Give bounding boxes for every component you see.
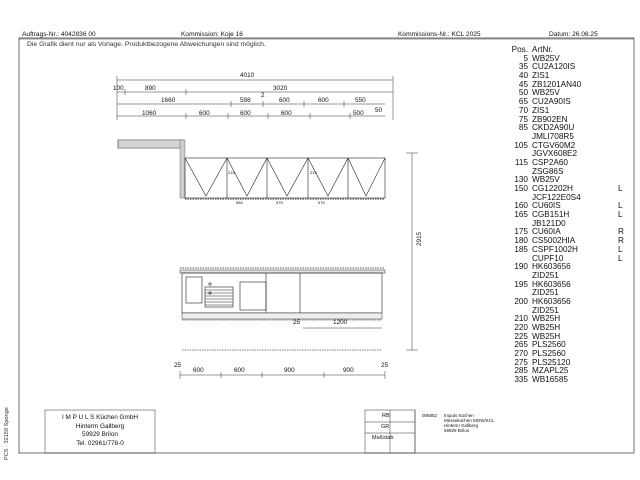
dim-wall-c: 575 [276,200,283,205]
part-art: WB25V [532,175,560,185]
part-side: L [618,210,623,220]
dim-row2-c: 600 [279,97,290,104]
part-pos: 270 [514,349,528,359]
part-art: PLS2560 [532,349,566,359]
part-pos: 200 [514,296,528,306]
company-city: 59929 Brilon [82,431,118,438]
table-row [500,246,630,255]
part-art: CG12202H [532,184,573,193]
label-rb: RB [382,413,390,419]
ref-line2: Messeküchen MOW/KCL [444,418,495,423]
part-art: HK603656 [532,262,571,272]
part-art: JB121D0 [532,218,566,228]
part-art: ZSG86S [532,166,564,176]
dim-row2-a: 1660 [161,97,176,104]
part-art: JMLI708R5 [532,131,574,141]
part-pos: 70 [518,105,528,115]
dim-wall-e: 575 [318,200,325,205]
dim-bottom-d: 900 [284,367,295,374]
order-number: Auftrags-Nr.: 4042836 00 [22,31,96,38]
dim-bottom-b: 600 [193,367,204,374]
part-pos: 275 [514,357,528,367]
part-art: CU2A90IS [532,97,571,107]
dim-row1-d: 50 [375,107,383,114]
dim-row2-b: 598 [240,97,251,104]
part-art: CS5002HIA [532,236,576,246]
part-pos: 190 [514,262,528,272]
ref-address [444,413,495,433]
part-pos: 220 [514,323,528,332]
part-pos: 175 [514,227,528,237]
table-row [500,376,630,385]
parts-list-header [500,46,630,55]
dim-row1-a: 100 [113,85,124,92]
part-pos: 185 [514,244,528,254]
part-art: MZAPL25 [532,366,569,376]
part-art: CU60IS [532,201,561,211]
dim-row1-b: 890 [145,85,156,92]
part-art: CGB151H [532,210,570,220]
part-art: PLS2560 [532,340,566,350]
part-art: JCF122E0S4 [532,192,581,202]
art-header: ArtNr. [532,45,553,54]
disclaimer-note: Die Grafik dient nur als Vorlage. Produktbezogene Abweichungen sind möglich. [27,41,266,48]
part-pos: 180 [514,236,528,246]
side-label: PCS · 32159 Sponge [4,407,10,460]
part-art: HK603656 [532,296,571,306]
part-pos: 45 [518,79,528,89]
label-gr: GR [381,424,390,430]
part-pos: 210 [514,314,528,324]
part-pos: 225 [514,331,528,341]
part-art: CU2A120IS [532,62,576,72]
part-pos: 285 [514,366,528,376]
part-pos: 130 [514,175,528,185]
part-art: WB25V [532,53,560,63]
part-side: L [618,244,623,254]
part-pos: 165 [514,210,528,220]
part-art: HK603656 [532,279,571,289]
table-row [500,263,630,272]
part-pos: 65 [518,97,528,107]
part-art: WB16585 [532,375,568,385]
dim-row2-d: 600 [318,97,329,104]
part-art: WB25V [532,88,560,98]
company-street: Hinterm Gallberg [75,422,125,430]
dim-wall-d: 215 [310,170,317,175]
dim-bottom-a: 25 [174,362,182,369]
dim-row2-small: 2 [261,92,265,99]
part-art: ZB902EN [532,114,568,124]
dim-row3-d: 600 [281,110,292,117]
part-pos: 265 [514,340,528,350]
table-row [500,298,630,307]
dim-row1-c: 3020 [273,85,288,92]
ref-line4: 59929 Brilon [444,428,470,433]
dim-height: 2915 [416,231,423,246]
company-phone: Tel. 02961/778-0 [76,439,124,447]
pos-header: Pos. [511,45,528,54]
part-pos: 160 [514,201,528,211]
dim-row3-b: 600 [199,110,210,117]
part-side: R [618,236,624,246]
part-art: CTGV60M2 [532,140,576,150]
part-art: JGVX608E2 [532,149,578,159]
part-pos: 115 [514,157,528,167]
dim-total-width: 4010 [240,72,255,79]
dim-row3-a: 1060 [142,110,157,117]
part-side: R [618,227,624,237]
dim-bottom-c: 600 [234,367,245,374]
part-pos: 195 [514,279,528,289]
dim-bottom-f: 25 [381,362,389,369]
commission: Kommission: Koje 16 [181,31,243,38]
dim-counter-offset: 25 [293,319,301,326]
part-pos: 40 [518,71,528,81]
part-art: ZID251 [532,305,559,315]
part-art: CKD2A90U [532,123,575,133]
dim-row3-c: 600 [240,110,251,117]
date: Datum: 26.08.25 [549,31,598,38]
part-art: ZID251 [532,270,559,280]
part-pos: 335 [514,375,528,385]
part-art: CUPF10 [532,253,564,263]
parts-list [500,46,630,385]
part-art: WB25H [532,323,561,332]
part-pos: 150 [514,184,528,193]
part-side: L [618,253,623,263]
part-art: CU60IA [532,227,561,237]
part-pos: 85 [518,123,528,133]
part-art: ZID251 [532,288,559,298]
dim-wall-b: 565 [236,200,243,205]
part-art: ZIS1 [532,71,550,81]
label-scale: Maßstab [372,435,394,441]
ref-name: Impuls Küchen [444,413,474,418]
part-art: ZIS1 [532,105,550,115]
company-name: I M P U L S Küchen GmbH [61,414,138,421]
part-art: WB25H [532,314,561,324]
part-pos: 5 [523,53,528,63]
table-row [500,159,630,168]
part-art: ZB1201AN40 [532,79,582,89]
dim-counter-length: 1200 [333,319,348,326]
ref-line3: Hinterm Gallberg [444,423,479,428]
part-side: L [618,201,623,211]
part-side: L [618,184,623,193]
part-art: CSP2A60 [532,157,568,167]
ref-number: 006852 [422,413,438,418]
part-art: WB25H [532,331,561,341]
part-pos: 50 [518,88,528,98]
part-pos: 105 [514,140,528,150]
part-pos: 75 [518,114,528,124]
commission-number: Kommissions-Nr.: KCL 2025 [398,31,481,38]
dim-wall-a: 215 [228,170,235,175]
part-art: CSPF1002H [532,244,578,254]
dim-bottom-e: 900 [343,367,354,374]
company-block [47,414,153,448]
part-art: PLS25120 [532,357,571,367]
table-row [500,281,630,290]
part-pos: 35 [518,62,528,72]
dim-row2-e: 550 [355,97,366,104]
dim-row3-e: 500 [353,110,364,117]
